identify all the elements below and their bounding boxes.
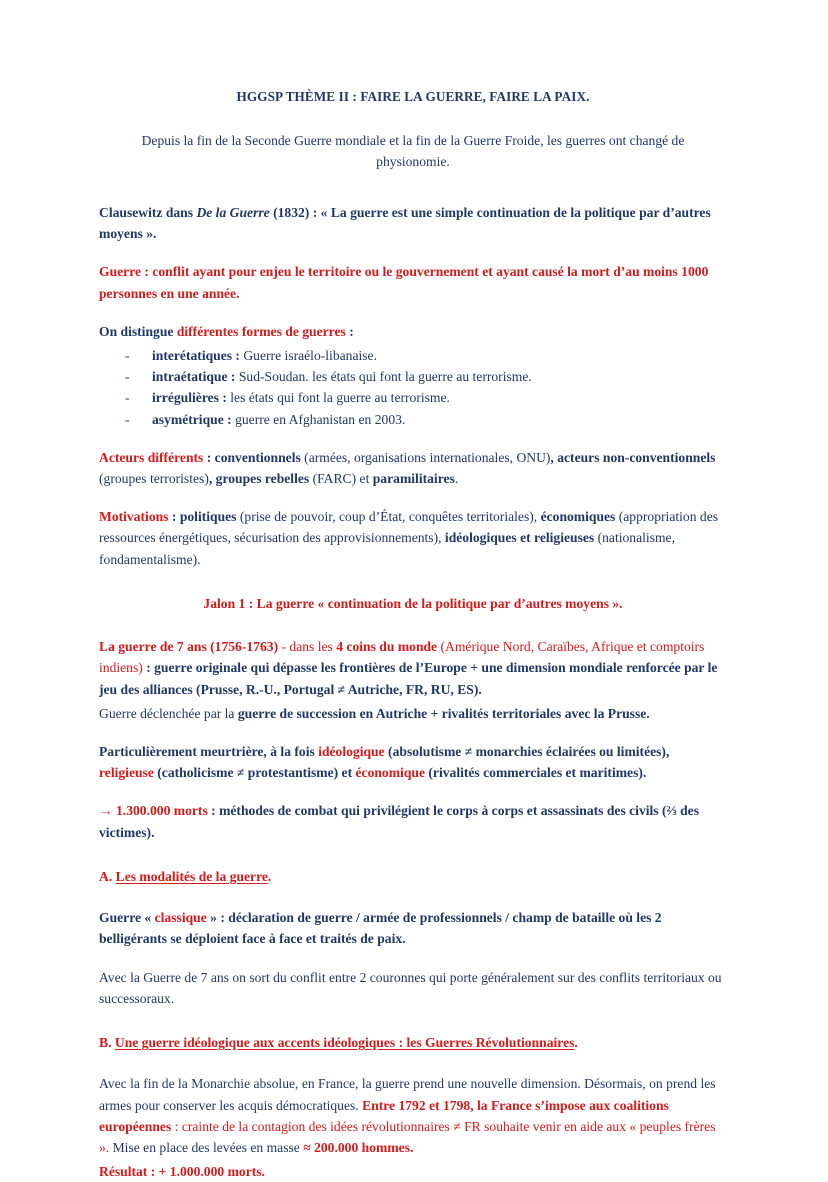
- guerre-7-ans-connector: - dans les: [278, 639, 337, 655]
- section-b-heading: [99, 1033, 727, 1053]
- page-title: HGGSP THÈME II : FAIRE LA GUERRE, FAIRE LA PAIX.: [236, 89, 590, 104]
- list-item-desc: guerre en Afghanistan en 2003.: [231, 411, 406, 427]
- list-item-desc: Sud-Soudan. les états qui font la guerre au terrorisme.: [235, 369, 532, 385]
- list-item-term: interétatiques :: [152, 347, 240, 363]
- dash-marker: -: [125, 411, 130, 427]
- clausewitz-author: Clausewitz dans: [99, 204, 197, 220]
- acteurs-non-conventionnels-detail: (groupes terroristes): [99, 470, 209, 486]
- monarchie-absolue-paragraph: [99, 1073, 727, 1158]
- section-b-letter: B.: [99, 1035, 115, 1050]
- guerre-7-ans-title: La guerre de 7 ans (1756-1763): [99, 639, 279, 655]
- acteurs-conventionnels-detail: (armées, organisations internationales, ONU): [300, 449, 551, 465]
- section-a-title: Les modalités de la guerre: [115, 868, 268, 884]
- motivations-colon: :: [168, 509, 180, 525]
- guerre-classique-paragraph: [99, 907, 727, 949]
- motivations-label: Motivations: [99, 509, 169, 525]
- morts-description: : méthodes de combat qui privilégient le corps à corps et assassinats des civils (⅔ des victimes).: [99, 803, 699, 840]
- formes-de-guerres-list: [99, 345, 727, 430]
- jalon-1-heading: Jalon 1 : La guerre « continuation de la politique par d’autres moyens ».: [203, 595, 623, 611]
- meurtriere-religieuse: religieuse: [99, 765, 154, 781]
- list-item: [99, 366, 727, 387]
- levees-en-masse-count: ≈ 200.000 hommes.: [303, 1140, 414, 1155]
- guerre-definition-label: Guerre: [99, 264, 142, 280]
- list-item-term: intraétatique :: [152, 369, 236, 385]
- list-item-term: asymétrique :: [152, 411, 232, 427]
- motivations-economiques-detail: (appropriation des ressources énergétiques, sécurisation des approvisionnements),: [99, 509, 719, 546]
- guerre-classique-prefix: Guerre «: [99, 910, 155, 926]
- section-b-period: .: [574, 1035, 578, 1050]
- acteurs-farc-detail: (FARC) et: [309, 470, 373, 486]
- meurtriere-religieuse-detail: (catholicisme ≠ protestantisme) et: [153, 765, 356, 781]
- guerre-7-ans-paragraph: [99, 636, 727, 700]
- resultat-paragraph: [99, 1161, 727, 1182]
- meurtriere-lead: Particulièrement meurtrière, à la fois: [99, 743, 319, 759]
- acteurs-groupes-rebelles: , groupes rebelles: [208, 470, 310, 486]
- formes-lead-prefix: On distingue: [99, 323, 177, 339]
- meurtriere-ideologique-detail: (absolutisme ≠ monarchies éclairées ou limitées),: [384, 743, 670, 759]
- section-a-period: .: [267, 868, 272, 884]
- list-item-desc: les états qui font la guerre au terrorisme.: [226, 390, 450, 406]
- formes-lead-paragraph: [99, 321, 727, 342]
- coalitions-europeennes-detail: : crainte de la contagion des idées révolutionnaires ≠ FR souhaite venir en aide aux « peuples frères ».: [99, 1118, 716, 1155]
- section-a-heading: [99, 867, 727, 887]
- acteurs-conventionnels: conventionnels: [214, 449, 301, 465]
- acteurs-colon: :: [203, 449, 215, 465]
- guerre-declenchee-paragraph: [99, 703, 727, 724]
- monarchie-absolue-text: Avec la fin de la Monarchie absolue, en France, la guerre prend une nouvelle dimension. Désormais, on prend les armes pour conserver les acquis démocratiques.: [99, 1076, 716, 1113]
- formes-lead-suffix: :: [345, 323, 354, 339]
- guerre-definition-paragraph: [99, 261, 727, 303]
- meurtriere-paragraph: [99, 741, 727, 783]
- motivations-ideologiques-detail: (nationalisme, fondamentalisme).: [99, 530, 675, 567]
- guerre-7-ans-conflit-text: Avec la Guerre de 7 ans on sort du conflit entre 2 couronnes qui porte généralement sur des conflits territoriaux ou successoraux.: [99, 969, 722, 1006]
- dash-marker: -: [125, 390, 130, 406]
- guerre-declenchee-prefix: Guerre déclenchée par la: [99, 705, 238, 721]
- resultat-morts: Résultat : + 1.000.000 morts.: [99, 1164, 265, 1180]
- acteurs-paramilitaires: paramilitaires: [372, 470, 455, 486]
- intro-paragraph: Depuis la fin de la Seconde Guerre mondiale et la fin de la Guerre Froide, les guerres ont changé de physionomie.: [141, 132, 685, 169]
- motivations-economiques: économiques: [540, 509, 616, 525]
- motivations-paragraph: [99, 506, 727, 570]
- meurtriere-economique: économique: [355, 765, 425, 781]
- guerre-7-ans-4-coins: 4 coins du monde: [336, 639, 438, 655]
- motivations-politiques-detail: (prise de pouvoir, coup d’État, conquêtes territoriales),: [236, 509, 541, 525]
- acteurs-end: .: [454, 470, 459, 486]
- guerre-definition-text: : conflit ayant pour enjeu le territoire ou le gouvernement et ayant causé la mort d’au moins 1000 personnes en une année.: [99, 264, 709, 301]
- guerre-declenchee-cause: guerre de succession en Autriche + rivalités territoriales avec la Prusse.: [237, 705, 650, 721]
- list-item: [99, 345, 727, 366]
- motivations-politiques: politiques: [179, 509, 237, 525]
- guerre-7-ans-description: : guerre originale qui dépasse les frontières de l’Europe + une dimension mondiale renforcée par le jeu des alliances (Prusse, R.-U., Portugal ≠ Autriche, FR, RU, ES).: [99, 660, 718, 697]
- coalitions-europeennes-dates: Entre 1792 et 1798, la France s’impose aux coalitions européennes: [99, 1097, 669, 1134]
- list-item: [99, 387, 727, 408]
- morts-paragraph: [99, 800, 727, 842]
- dash-marker: -: [125, 347, 130, 363]
- formes-lead-highlight: différentes formes de guerres: [176, 323, 346, 339]
- list-item: [99, 409, 727, 430]
- guerre-7-ans-conflit-paragraph: [99, 967, 727, 1009]
- guerre-classique-definition: » : déclaration de guerre / armée de professionnels / champ de bataille où les 2 belligérants se déploient face à face et traités de paix.: [99, 910, 662, 947]
- clausewitz-work-title: De la Guerre: [196, 204, 270, 220]
- section-b-title: Une guerre idéologique aux accents idéologiques : les Guerres Révolutionnaires: [114, 1035, 575, 1050]
- acteurs-paragraph: [99, 447, 727, 489]
- morts-count: → 1.300.000 morts: [99, 803, 208, 819]
- acteurs-label: Acteurs différents: [99, 449, 204, 465]
- guerre-classique-keyword: classique: [154, 910, 207, 926]
- motivations-ideologiques: idéologiques et religieuses: [444, 530, 595, 546]
- meurtriere-economique-detail: (rivalités commerciales et maritimes).: [424, 765, 647, 781]
- meurtriere-ideologique: idéologique: [318, 743, 385, 759]
- acteurs-non-conventionnels: , acteurs non-conventionnels: [550, 449, 716, 465]
- levees-en-masse-text: Mise en place des levées en masse: [112, 1140, 304, 1155]
- section-a-letter: A.: [99, 868, 116, 884]
- dash-marker: -: [125, 369, 130, 385]
- clausewitz-paragraph: [99, 202, 727, 244]
- list-item-desc: Guerre israélo-libanaise.: [239, 347, 377, 363]
- list-item-term: irrégulières :: [152, 390, 227, 406]
- guerre-7-ans-regions: (Amérique Nord, Caraïbes, Afrique et comptoirs indiens): [99, 639, 705, 676]
- clausewitz-quote: (1832) : « La guerre est une simple continuation de la politique par d’autres moyens ».: [99, 204, 711, 242]
